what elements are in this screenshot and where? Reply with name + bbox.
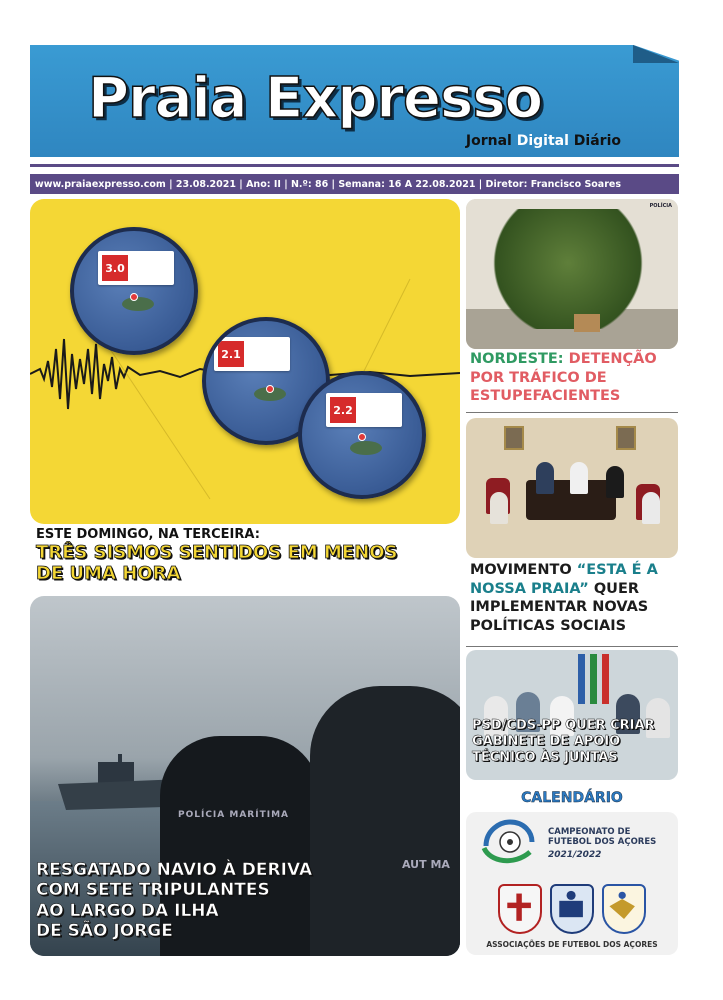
ship-headline-line: AO LARGO DA ILHA — [36, 900, 219, 921]
masthead — [30, 45, 679, 157]
police-logo: POLÍCIA — [649, 203, 672, 209]
meeting-photo[interactable] — [466, 418, 678, 558]
magnitude-card — [326, 393, 402, 427]
wall-portrait — [616, 426, 636, 450]
championship-name: CAMPEONATO DE FUTEBOL DOS AÇORES — [548, 827, 657, 847]
masthead-divider — [30, 164, 679, 167]
map-circle-3 — [298, 371, 426, 499]
tagline — [466, 133, 621, 149]
epicenter-pin — [130, 293, 138, 301]
shield-icon — [552, 886, 592, 932]
ship-rescue-photo[interactable] — [30, 596, 460, 956]
uniform-text-left: POLÍCIA MARÍTIMA — [178, 810, 289, 820]
tagline-jornal: Jornal — [465, 133, 512, 149]
movimento-part1: MOVIMENTO — [470, 562, 577, 578]
football-association-logo-icon — [480, 818, 536, 866]
divider — [466, 646, 678, 647]
calendar-title[interactable]: CALENDÁRIO — [521, 790, 623, 806]
calendar-card[interactable] — [466, 812, 678, 955]
person — [490, 492, 508, 524]
map-circle-1 — [70, 227, 198, 355]
psd-headline[interactable]: PSD/CDS-PP QUER CRIAR GABINETE DE APOIO TÉCNICO ÀS JUNTAS — [472, 718, 655, 765]
tagline-diario: Diário — [573, 133, 621, 149]
eagle-icon — [604, 886, 644, 932]
magnitude-card — [214, 337, 290, 371]
island-shape — [122, 297, 154, 311]
flag — [590, 654, 597, 704]
drug-seizure-photo[interactable] — [466, 199, 678, 349]
logo-word-praia: Praia — [88, 66, 247, 131]
ship-headline-line: RESGATADO NAVIO À DERIVA — [36, 860, 313, 880]
crest-icon — [602, 884, 646, 934]
magnitude-card — [98, 251, 174, 285]
seismic-story-image[interactable] — [30, 199, 460, 524]
ship-headline-line: COM SETE TRIPULANTES — [36, 880, 270, 901]
movimento-headline[interactable] — [470, 561, 675, 635]
seismic-headline[interactable]: TRÊS SISMOS SENTIDOS EM MENOS DE UMA HORA — [36, 542, 398, 584]
crest-icon — [550, 884, 594, 934]
wall-portrait — [504, 426, 524, 450]
person — [570, 462, 588, 494]
magnitude-value: 2.1 — [218, 341, 244, 367]
magnitude-value: 2.2 — [330, 397, 356, 423]
plants — [488, 209, 648, 329]
issue-info-text: www.praiaexpresso.com | 23.08.2021 | Ano: II | N.º: 86 | Semana: 16 A 22.08.2021 | Diretor: Francisco Soares — [34, 178, 621, 190]
nordeste-headline[interactable] — [470, 350, 675, 406]
crate — [574, 314, 600, 332]
newspaper-logo[interactable] — [88, 66, 543, 131]
movimento-quote: “ESTA É A NOSSA PRAIA” — [470, 562, 658, 597]
nordeste-label: NORDESTE: — [470, 351, 564, 367]
epicenter-pin — [358, 433, 366, 441]
tagline-digital: Digital — [516, 133, 569, 149]
seismic-kicker: ESTE DOMINGO, NA TERCEIRA: — [36, 527, 260, 542]
epicenter-pin — [266, 385, 274, 393]
person — [536, 462, 554, 494]
movimento-part2: QUER IMPLEMENTAR NOVAS POLÍTICAS SOCIAIS — [470, 580, 649, 634]
championship-season: 2021/2022 — [548, 850, 602, 860]
issue-info-bar — [30, 174, 679, 194]
island-shape — [350, 441, 382, 455]
crest-icon — [498, 884, 542, 934]
associations-caption: ASSOCIAÇÕES DE FUTEBOL DOS AÇORES — [486, 940, 658, 949]
flag — [602, 654, 609, 704]
person — [606, 466, 624, 498]
uniform-text-right: AUT MA — [402, 858, 450, 871]
logo-word-expresso: Expresso — [264, 66, 543, 131]
nordeste-title: DETENÇÃO POR TRÁFICO DE ESTUPEFACIENTES — [470, 351, 657, 405]
ship-headline-line: DE SÃO JORGE — [36, 921, 173, 942]
cross-icon — [500, 886, 540, 932]
ship-headline[interactable] — [36, 860, 396, 942]
divider — [466, 412, 678, 413]
flag — [578, 654, 585, 704]
person — [642, 492, 660, 524]
magnitude-value: 3.0 — [102, 255, 128, 281]
